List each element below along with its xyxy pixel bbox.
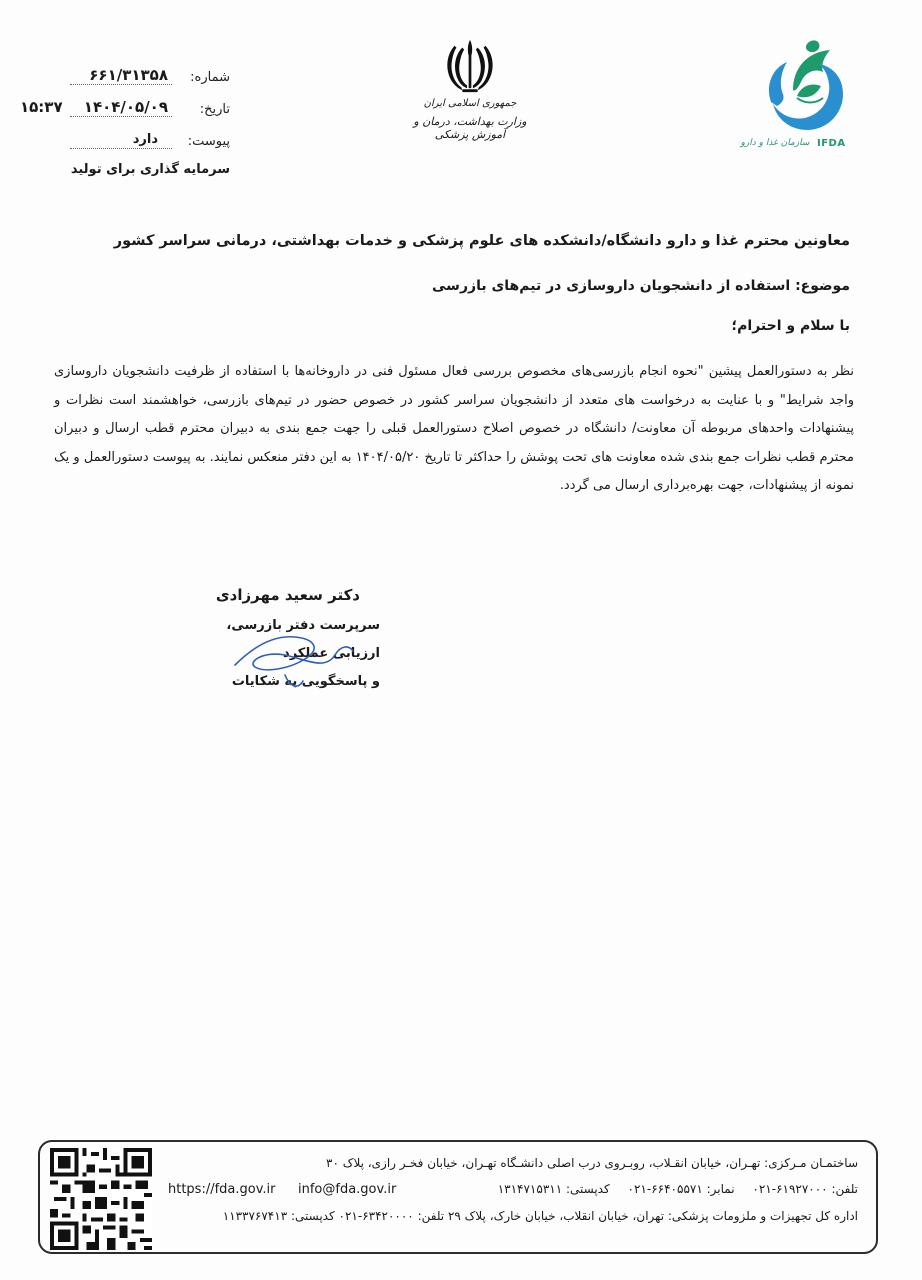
footer-central-address: ساختمـان مـرکزی: تهـران، خیابان انقـلاب، روبـروی درب اصلی دانشـگاه تهـران، خیابان فخـر رازی، پلاک ۳۰: [326, 1156, 858, 1170]
iran-emblem-icon: [441, 36, 499, 96]
footer-postal-code: کدپستی: ۱۳۱۴۷۱۵۳۱۱: [497, 1182, 610, 1196]
date-row: [20, 98, 230, 130]
footer-phone: تلفن: ۶۱۹۲۷۰۰۰-۰۲۱: [752, 1182, 858, 1196]
emblem-country: جمهوری اسلامی ایران: [423, 98, 517, 109]
attachment-dots: [70, 148, 172, 149]
date-label: تاریخ:: [199, 102, 230, 117]
signer-title-line1: سرپرست دفتر بازرسی، ارزیابی عملکرد: [226, 618, 380, 661]
program-note: سرمایه گذاری برای تولید: [70, 162, 230, 177]
attachment-label: پیوست:: [187, 134, 230, 149]
ifda-caption: سازمان غذا و دارو: [740, 138, 810, 148]
number-label: شماره:: [190, 70, 230, 85]
footer-devices-address: اداره کل تجهیزات و ملزومات پزشکی: تهران، خیابان انقلاب، خیابان خارک، پلاک ۲۹ تلفن: ۶۳۴۲۰۰۰۰-۰۲۱ کدپستی: ۱۱۳۳۷۶۷۴۱۳: [222, 1209, 858, 1223]
letter-time: ۱۵:۳۷: [20, 98, 63, 116]
footer-website-link[interactable]: https://fda.gov.ir: [168, 1182, 276, 1197]
footer-box: [38, 1140, 878, 1254]
ifda-leaf-icon: [735, 38, 865, 138]
signer-title-line2: و پاسخگویی به شکایات: [231, 674, 380, 689]
attachment-row: [20, 130, 230, 162]
ifda-abbr: IFDA: [817, 138, 846, 149]
qr-code-icon[interactable]: [50, 1148, 152, 1250]
letter-body: نظر به دستورالعمل پیشین "نحوه انجام بازرسی‌های مخصوص بررسی فعال مسئول فنی در داروخانه‌ها با استفاده از ظرفیت دانشجویان داروسازی واجد شرایط" و با عنایت به درخواست های متعدد از دانشجویان سراسر کشور در خصوص حضور در تیم‌های بازرسی، خواهشمند است نظرات و پیشنهادات واحدهای مربوطه آن معاونت/ دانشگاه در خصوص اصلاح دستورالعمل قبلی را جهت جمع بندی به دبیران محترم قطب ارسال و دبیران محترم قطب نظرات جمع بندی شده معاونت های تحت پوشش را حداکثر تا تاریخ ۱۴۰۴/۰۵/۲۰ به این دفتر منعکس نمایند. به پیوست دستورالعمل و یک نمونه از پیشنهادات، جهت بهره‌برداری ارسال می گردد.: [54, 364, 854, 493]
footer-fax: نمابر: ۶۶۴۰۵۵۷۱-۰۲۱: [627, 1182, 735, 1196]
date-dots: [70, 116, 172, 117]
footer-contact-line: [168, 1182, 858, 1196]
attachment-value: دارد: [132, 132, 158, 147]
letter-meta: [20, 66, 230, 177]
subject-line: موضوع: استفاده از دانشجویان داروسازی در تیم‌های بازرسی: [432, 278, 850, 294]
handwritten-signature: [225, 615, 365, 695]
emblem-ministry: وزارت بهداشت، درمان و آموزش پزشکی: [413, 115, 527, 141]
letter-date: ۱۴۰۴/۰۵/۰۹: [83, 98, 168, 116]
iran-emblem-block: [395, 36, 545, 141]
letter-number: ۶۶۱/۳۱۳۵۸: [89, 66, 168, 84]
footer-email-link[interactable]: info@fda.gov.ir: [298, 1182, 397, 1197]
greeting-line: با سلام و احترام؛: [731, 318, 850, 334]
number-dots: [70, 84, 172, 85]
number-row: [20, 66, 230, 98]
recipient-line: معاونین محترم غذا و دارو دانشگاه/دانشکده های علوم پزشکی و خدمات بهداشتی، درمانی سراسر کشور: [113, 233, 850, 249]
signer-name: دکتر سعید مهرزادی: [215, 586, 360, 604]
ifda-logo: [735, 38, 865, 158]
